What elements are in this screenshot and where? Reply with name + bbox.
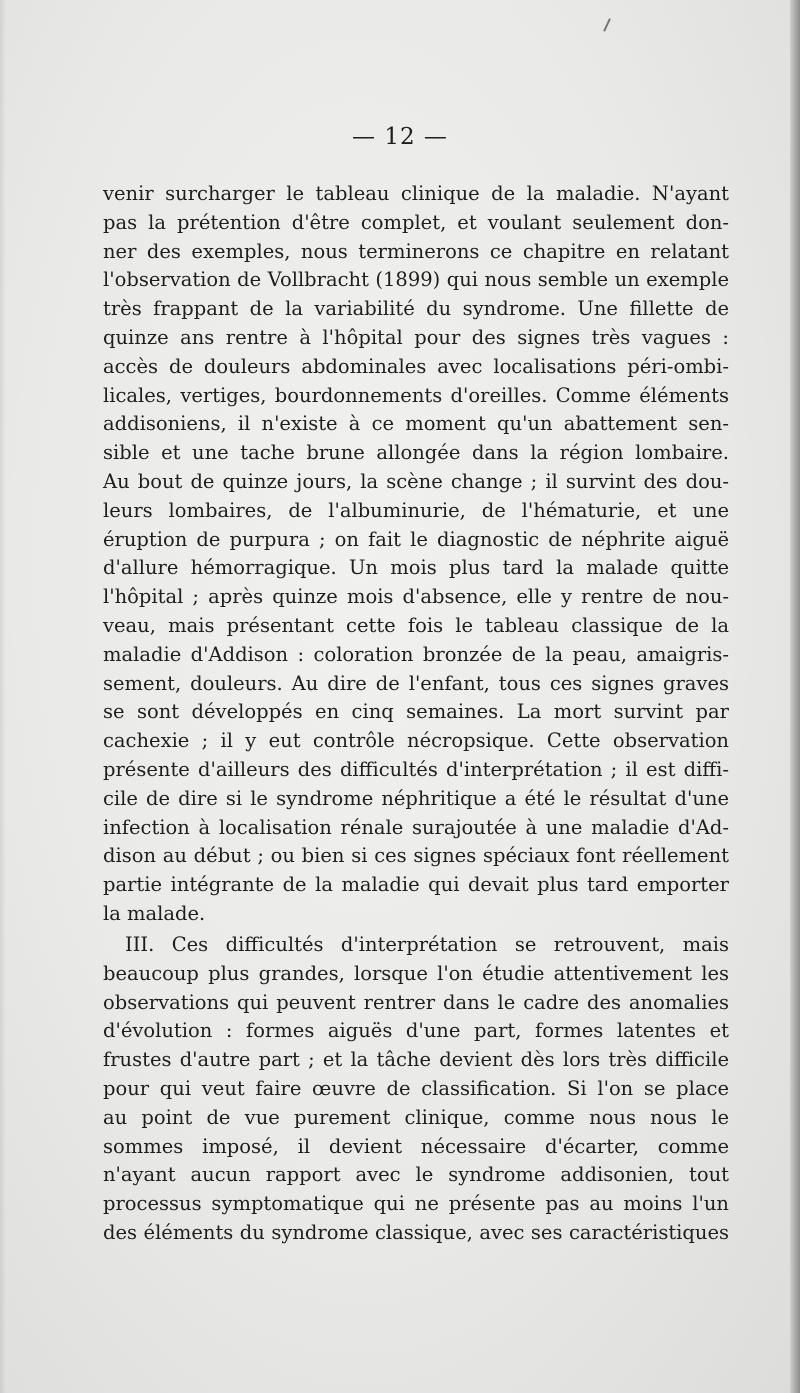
text-line: veau, mais présentant cette fois le tableau classique de la [103,613,729,637]
text-line: Au bout de quinze jours, la scène change ; il survint des dou- [103,469,729,493]
text-line: accès de douleurs abdominales avec localisations péri-ombi- [103,354,729,378]
text-line: ner des exemples, nous terminerons ce chapitre en relatant [103,239,729,263]
text-line: infection à localisation rénale surajoutée à une maladie d'Ad- [103,815,729,839]
text-line: leurs lombaires, de l'albuminurie, de l'hématurie, et une [103,498,729,522]
text-line: d'évolution : formes aiguës d'une part, formes latentes et [103,1019,729,1043]
page-gutter-shadow [0,0,6,1393]
text-line: très frappant de la variabilité du syndrome. Une fillette de [103,297,729,321]
text-line: maladie d'Addison : coloration bronzée de la peau, amaigris- [103,642,729,666]
text-line: pas la prétention d'être complet, et voulant seulement don- [103,210,729,234]
text-line: l'hôpital ; après quinze mois d'absence, elle y rentre de nou- [103,585,729,609]
text-line: sible et une tache brune allongée dans la région lombaire. [103,441,729,465]
paragraph-1 [103,180,729,929]
text-line: la malade. [103,901,206,925]
pencil-mark [603,18,611,32]
text-line: observations qui peuvent rentrer dans le cadre des anomalies [103,990,729,1014]
text-line: l'observation de Vollbracht (1899) qui nous semble un exemple [103,268,729,292]
text-line: partie intégrante de la maladie qui devait plus tard emporter [103,873,729,897]
text-line: cile de dire si le syndrome néphritique a été le résultat d'une [103,786,729,810]
paragraph-2 [103,931,729,1248]
text-line: processus symptomatique qui ne présente pas au moins l'un [103,1192,729,1216]
text-line: pour qui veut faire œuvre de classification. Si l'on se place [103,1076,729,1100]
text-line: III. Ces difficultés d'interprétation se retrouvent, mais [125,933,729,956]
text-line: d'allure hémorragique. Un mois plus tard la malade quitte [103,556,729,580]
text-line: frustes d'autre part ; et la tâche devient dès lors très difficile [103,1048,729,1072]
text-line: n'ayant aucun rapport avec le syndrome addisonien, tout [103,1163,729,1187]
page-number: — 12 — [352,124,448,150]
text-line: éruption de purpura ; on fait le diagnostic de néphrite aiguë [103,527,729,551]
text-line: beaucoup plus grandes, lorsque l'on étudie attentivement les [103,961,729,985]
text-line: licales, vertiges, bourdonnements d'oreilles. Comme éléments [103,383,729,407]
text-line: venir surcharger le tableau clinique de la maladie. N'ayant [103,182,729,205]
text-line: sommes imposé, il devient nécessaire d'écarter, comme [103,1134,729,1158]
text-line: au point de vue purement clinique, comme nous nous le [103,1105,729,1129]
text-line: se sont développés en cinq semaines. La mort survint par [103,700,729,724]
text-line: quinze ans rentre à l'hôpital pour des signes très vagues : [103,325,729,349]
text-line: des éléments du syndrome classique, avec ses caractéristiques [103,1220,729,1244]
text-line: cachexie ; il y eut contrôle nécropsique. Cette observation [103,729,729,753]
text-line: sement, douleurs. Au dire de l'enfant, tous ces signes graves [103,671,729,695]
text-line: présente d'ailleurs des difficultés d'interprétation ; il est diffi- [103,757,729,781]
page-edge-shadow [790,0,800,1393]
text-line: addisoniens, il n'existe à ce moment qu'un abattement sen- [103,412,729,436]
text-line: dison au début ; ou bien si ces signes spéciaux font réellement [103,844,729,868]
